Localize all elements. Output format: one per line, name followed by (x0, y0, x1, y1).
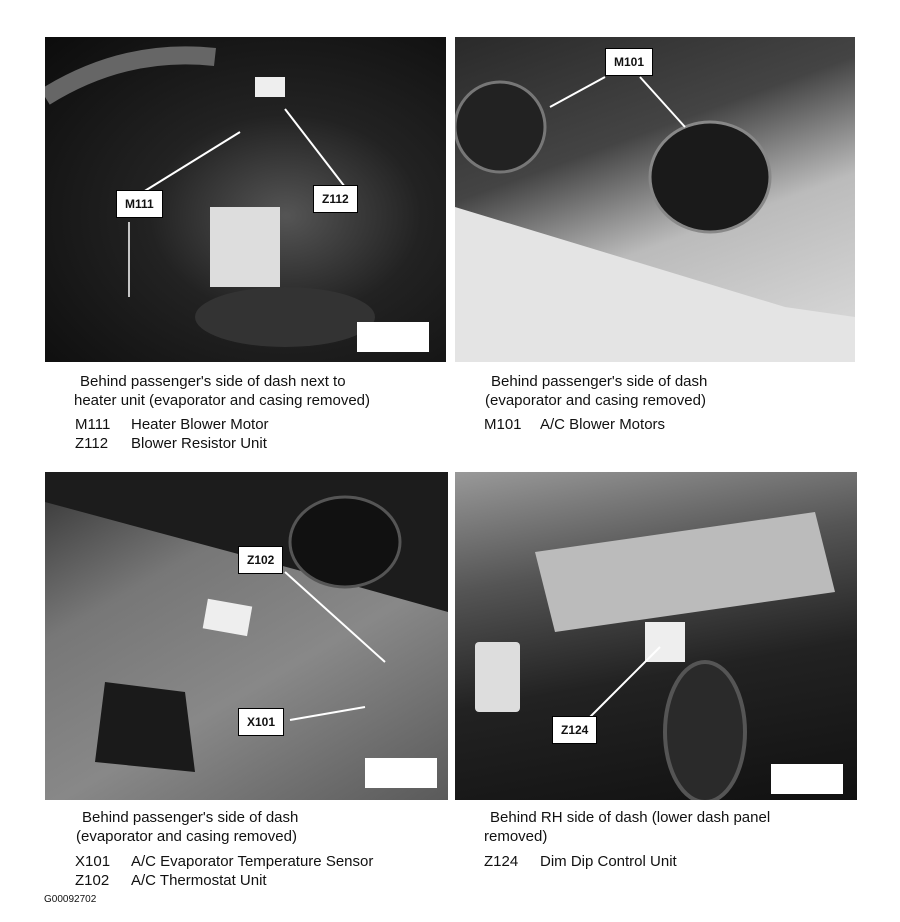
legend-text: Heater Blower Motor (131, 416, 269, 433)
photo-evaporator-sensor (45, 472, 448, 800)
caption-line: Behind passenger's side of dash (82, 809, 299, 826)
legend-4 (484, 852, 677, 871)
legend-3 (75, 852, 373, 890)
legend-code: Z124 (484, 853, 519, 870)
legend-code: Z112 (75, 435, 109, 452)
caption-line: Behind passenger's side of dash next to (80, 373, 346, 390)
legend-text: A/C Thermostat Unit (131, 872, 267, 889)
photo-dim-dip-unit (455, 472, 857, 800)
photo-detail (455, 37, 855, 362)
blank-label (771, 764, 843, 794)
callout-x101: X101 (238, 708, 284, 736)
caption-4 (484, 808, 771, 846)
photo-detail (45, 37, 446, 362)
caption-line: (evaporator and casing removed) (485, 392, 706, 409)
callout-z112: Z112 (313, 185, 358, 213)
callout-m101: M101 (605, 48, 653, 76)
callout-m111: M111 (116, 190, 163, 218)
legend-item (484, 415, 665, 434)
legend-item (75, 852, 373, 871)
legend-text: Blower Resistor Unit (131, 435, 267, 452)
callout-z124: Z124 (552, 716, 597, 744)
blank-label (365, 758, 437, 788)
legend-code: M111 (75, 416, 111, 433)
legend-item (484, 852, 677, 871)
legend-code: X101 (75, 853, 111, 870)
legend-item (75, 434, 269, 453)
blank-label (357, 322, 429, 352)
caption-1 (74, 372, 371, 410)
caption-2 (485, 372, 708, 410)
callout-z102: Z102 (238, 546, 283, 574)
legend-text: Dim Dip Control Unit (540, 853, 677, 870)
legend-item (75, 415, 269, 434)
caption-line: Behind RH side of dash (lower dash panel (490, 809, 771, 826)
legend-code: Z102 (75, 872, 110, 889)
legend-item (75, 871, 373, 890)
legend-code: M101 (484, 416, 522, 433)
photo-heater-blower (45, 37, 446, 362)
caption-3 (76, 808, 299, 846)
caption-line: Behind passenger's side of dash (491, 373, 708, 390)
photo-detail (455, 472, 857, 800)
photo-ac-blower (455, 37, 855, 362)
legend-2 (484, 415, 665, 434)
photo-detail (45, 472, 448, 800)
figure-id: G00092702 (44, 894, 97, 905)
legend-text: A/C Evaporator Temperature Sensor (131, 853, 374, 870)
legend-1 (75, 415, 269, 453)
caption-line: heater unit (evaporator and casing removed) (74, 392, 371, 409)
caption-line: removed) (484, 828, 548, 845)
legend-text: A/C Blower Motors (540, 416, 666, 433)
caption-line: (evaporator and casing removed) (76, 828, 297, 845)
